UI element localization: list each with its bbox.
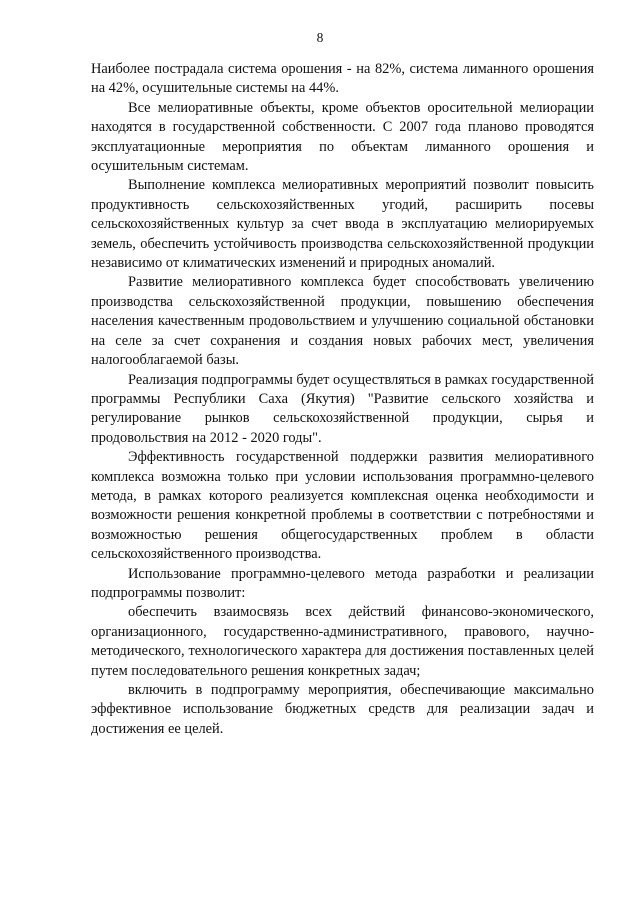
paragraph-efficiency: Эффективность государственной поддержки развития мелиоративного комплекса возможна только при условии использования программно-целевого метода, в рамках которого реализуется комплексная оценка необходимости и возможности решения конкретной проблемы в соответствии с потребностями и возможностью решения общегосударственных проблем в области сельскохозяйственного производства. — [91, 449, 594, 563]
page-number: 8 — [316, 30, 324, 45]
list-item-budget-efficiency: включить в подпрограмму мероприятия, обеспечивающие максимально эффективное использование бюджетных средств для реализации задач и достижения ее целей. — [91, 682, 594, 737]
paragraph-method-intro: Использование программно-целевого метода разработки и реализации подпрограммы позволит: — [91, 565, 594, 601]
paragraph-irrigation-damage: Наиболее пострадала система орошения - на 82%, система лиманного орошения на 42%, осушительные системы на 44%. — [91, 61, 594, 97]
document-body — [91, 60, 594, 739]
paragraph-productivity: Выполнение комплекса мелиоративных мероприятий позволит повысить продуктивность сельскохозяйственных угодий, расширить посевы сельскохозяйственных культур за счет ввода в эксплуатацию мелиорируемых земель, обеспечить устойчивость производства сельскохозяйственной продукции независимо от климатических изменений и природных аномалий. — [91, 177, 594, 272]
list-item-interconnection: обеспечить взаимосвязь всех действий финансово-экономического, организационного, государственно-административного, правового, научно-методического, технологического характера для достижения поставленных целей путем последовательного решения конкретных задач; — [91, 604, 594, 679]
paragraph-state-program: Реализация подпрограммы будет осуществляться в рамках государственной программы Республики Саха (Якутия) "Развитие сельского хозяйства и регулирование рынков сельскохозяйственной продукции, сырья и продовольствия на 2012 - 2020 годы". — [91, 371, 594, 446]
paragraph-development: Развитие мелиоративного комплекса будет способствовать увеличению производства сельскохозяйственной продукции, повышению обеспечения населения качественным продовольствием и улучшению социальной обстановки на селе за счет сохранения и создания новых рабочих мест, увеличения налогооблагаемой базы. — [91, 274, 594, 369]
paragraph-state-ownership: Все мелиоративные объекты, кроме объектов оросительной мелиорации находятся в государственной собственности. С 2007 года планово проводятся эксплуатационные мероприятия по объектам лиманного орошения и осушительным системам. — [91, 99, 594, 175]
